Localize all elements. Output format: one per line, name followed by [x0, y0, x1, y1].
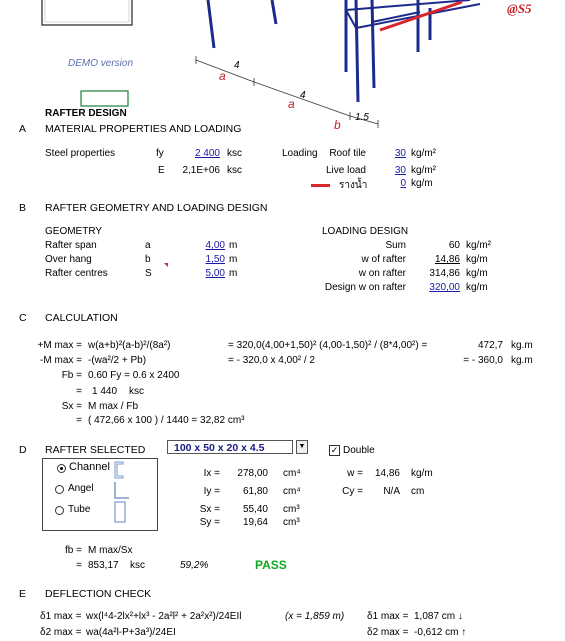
- deflection-2-label: δ2 max =: [40, 627, 82, 638]
- steel-properties-label: Steel properties: [45, 148, 116, 159]
- angel-radio[interactable]: [55, 485, 64, 494]
- pos-moment-substitution: = 320,0(4,00+1,50)² (4,00-1,50)² / (8*4,00²) =: [228, 340, 428, 351]
- iy-value: 61,80: [242, 486, 268, 497]
- design-w-value[interactable]: 320,00: [429, 282, 460, 293]
- deflection-2-result: -0,612 cm ↑: [414, 627, 467, 638]
- rafter-centres-label: Rafter centres: [45, 268, 108, 279]
- over-hang-symbol: b: [145, 254, 151, 265]
- pos-moment-formula: w(a+b)²(a-b)²/(8a²): [88, 340, 171, 351]
- w-value: 14,86: [374, 468, 400, 479]
- w-on-rafter-value: 314,86: [429, 268, 460, 279]
- pass-status: PASS: [255, 558, 287, 572]
- gutter-value[interactable]: 0: [400, 178, 406, 189]
- sum-unit: kg/m²: [466, 240, 491, 251]
- over-hang-unit: m: [229, 254, 238, 265]
- fy-label: fy: [156, 148, 164, 159]
- deflection-1-formula: wx(l⁴4-2lx²+lx³ - 2a²l² + 2a²x²)/24EIl: [86, 611, 242, 622]
- neg-moment-substitution: = - 320,0 x 4,00² / 2: [228, 355, 315, 366]
- deflection-1-location: (x = 1,859 m): [285, 611, 345, 622]
- w-on-rafter-label: w on rafter: [358, 268, 406, 279]
- roof-tile-label: Roof tile: [329, 148, 366, 159]
- fy-value[interactable]: 2 400: [194, 148, 220, 159]
- deflection-2-result-label: δ2 max =: [367, 627, 409, 638]
- angel-label: Angel: [68, 483, 94, 494]
- section-a-title: MATERIAL PROPERTIES AND LOADING: [45, 123, 242, 135]
- rafter-centres-value[interactable]: 5,00: [205, 268, 225, 279]
- w-label: w =: [347, 468, 363, 479]
- sx-required-label: Sx =: [61, 401, 82, 412]
- channel-label: Channel: [69, 461, 110, 473]
- w-of-rafter-unit: kg/m: [466, 254, 488, 265]
- w-of-rafter-label: w of rafter: [361, 254, 406, 265]
- over-hang-value[interactable]: 1,50: [205, 254, 225, 265]
- sx-required-result: ( 472,66 x 100 ) / 1440 = 32,82 cm³: [88, 415, 245, 426]
- section-a-letter: A: [19, 123, 27, 135]
- live-load-label: Live load: [325, 165, 366, 176]
- shape-radio-group: [42, 458, 158, 531]
- fb-value: 1 440: [92, 386, 118, 397]
- brand-logo: @S5: [507, 1, 532, 16]
- pos-moment-value: 472,7: [477, 340, 503, 351]
- section-e-letter: E: [19, 588, 27, 600]
- rafter-span-label: Rafter span: [45, 240, 97, 251]
- dim-1-5-label: 1.5: [355, 112, 369, 123]
- design-w-label: Design w on rafter: [324, 282, 406, 293]
- ix-value: 278,00: [237, 468, 268, 479]
- fb-unit: ksc: [129, 386, 144, 397]
- section-d-title: RAFTER SELECTED: [45, 444, 146, 456]
- rafter-centres-unit: m: [229, 268, 238, 279]
- sy-unit: cm³: [283, 517, 300, 528]
- sx-value: 55,40: [242, 504, 268, 515]
- rafter-span-symbol: a: [145, 240, 151, 251]
- channel-radio[interactable]: [57, 464, 66, 473]
- fb-actual-unit: ksc: [130, 560, 145, 571]
- double-label: Double: [343, 445, 375, 456]
- fb-equals: =: [76, 386, 82, 397]
- gutter-label: รางน้ำ: [339, 180, 368, 191]
- section-c-title: CALCULATION: [45, 312, 118, 324]
- ix-label: Ix =: [203, 468, 220, 479]
- roof-tile-unit: kg/m²: [411, 148, 436, 159]
- section-b-letter: B: [19, 202, 27, 214]
- loading-design-heading: LOADING DESIGN: [322, 226, 409, 237]
- fy-unit: ksc: [227, 148, 242, 159]
- live-load-value[interactable]: 30: [394, 165, 406, 176]
- deflection-1-result-label: δ1 max =: [367, 611, 409, 622]
- loading-label: Loading: [282, 148, 318, 159]
- selection-box: [81, 91, 128, 106]
- e-label: E: [158, 165, 165, 176]
- live-load-unit: kg/m²: [411, 165, 436, 176]
- rafter-centres-symbol: S: [145, 268, 152, 279]
- geometry-heading: GEOMETRY: [45, 226, 103, 237]
- w-on-rafter-unit: kg/m: [466, 268, 488, 279]
- rafter-span-unit: m: [229, 240, 238, 251]
- check-icon: ✓: [330, 445, 339, 455]
- w-unit: kg/m: [411, 468, 433, 479]
- section-size-select[interactable]: 100 x 50 x 20 x 4.5: [167, 440, 293, 454]
- cy-value: N/A: [383, 486, 400, 497]
- e-value: 2,1E+06: [182, 165, 220, 176]
- sum-label: Sum: [385, 240, 406, 251]
- iy-unit: cm⁴: [283, 486, 301, 497]
- pos-moment-label: +M max =: [37, 340, 82, 351]
- sy-value: 19,64: [242, 517, 268, 528]
- chevron-down-icon: ▼: [298, 443, 306, 450]
- dim-4-label-1: 4: [234, 60, 240, 71]
- structure-drawing: [0, 0, 565, 140]
- stress-ratio: 59,2%: [180, 560, 209, 571]
- fb-actual-value: 853,17: [88, 560, 119, 571]
- tube-radio[interactable]: [55, 506, 64, 515]
- section-c-letter: C: [19, 312, 27, 324]
- pos-moment-unit: kg.m: [511, 340, 533, 351]
- e-unit: ksc: [227, 165, 242, 176]
- comment-marker[interactable]: [164, 263, 168, 267]
- section-e-title: DEFLECTION CHECK: [45, 588, 152, 600]
- dim-a-label-1: a: [219, 69, 226, 83]
- sx-label: Sx =: [199, 504, 220, 515]
- tube-label: Tube: [68, 504, 91, 515]
- dim-a-label-2: a: [288, 97, 295, 111]
- gutter-marker: [311, 184, 330, 187]
- sx-required-equals: =: [76, 415, 82, 426]
- ix-unit: cm⁴: [283, 468, 301, 479]
- over-hang-label: Over hang: [45, 254, 92, 265]
- design-w-unit: kg/m: [466, 282, 488, 293]
- page-title: RAFTER DESIGN: [45, 108, 127, 119]
- image-frame: [42, 0, 132, 25]
- deflection-2-formula: wa(4a²l-P+3a³)/24EI: [86, 627, 176, 638]
- fb-actual-formula: M max/Sx: [88, 545, 133, 556]
- rafter-span-value[interactable]: 4,00: [205, 240, 225, 251]
- demo-label: DEMO version: [68, 58, 134, 69]
- dim-b-label: b: [334, 118, 341, 132]
- section-shape-icons: [109, 460, 149, 526]
- fb-formula: 0.60 Fy = 0.6 x 2400: [88, 370, 180, 381]
- gutter-unit: kg/m: [411, 178, 433, 189]
- fb-label: Fb =: [61, 370, 82, 381]
- sum-value: 60: [448, 240, 460, 251]
- section-d-letter: D: [19, 444, 27, 456]
- section-b-title: RAFTER GEOMETRY AND LOADING DESIGN: [45, 202, 268, 214]
- fb-actual-label: fb =: [65, 545, 82, 556]
- sy-label: Sy =: [199, 517, 220, 528]
- w-of-rafter-value: 14,86: [434, 254, 460, 265]
- cy-unit: cm: [411, 486, 425, 497]
- section-size-dropdown-button[interactable]: [296, 440, 308, 454]
- deflection-1-label: δ1 max =: [40, 611, 82, 622]
- double-checkbox[interactable]: [329, 445, 340, 456]
- sx-unit: cm³: [283, 504, 300, 515]
- cy-label: Cy =: [342, 486, 363, 497]
- neg-moment-value: = - 360,0: [463, 355, 503, 366]
- roof-tile-value[interactable]: 30: [394, 148, 406, 159]
- fb-actual-equals: =: [76, 560, 82, 571]
- neg-moment-formula: -(wa²/2 + Pb): [88, 355, 147, 366]
- dim-4-label-2: 4: [300, 90, 306, 101]
- neg-moment-unit: kg.m: [511, 355, 533, 366]
- neg-moment-label: -M max =: [40, 355, 82, 366]
- deflection-1-result: 1,087 cm ↓: [414, 611, 463, 622]
- iy-label: Iy =: [203, 486, 220, 497]
- sx-required-formula: M max / Fb: [88, 401, 139, 412]
